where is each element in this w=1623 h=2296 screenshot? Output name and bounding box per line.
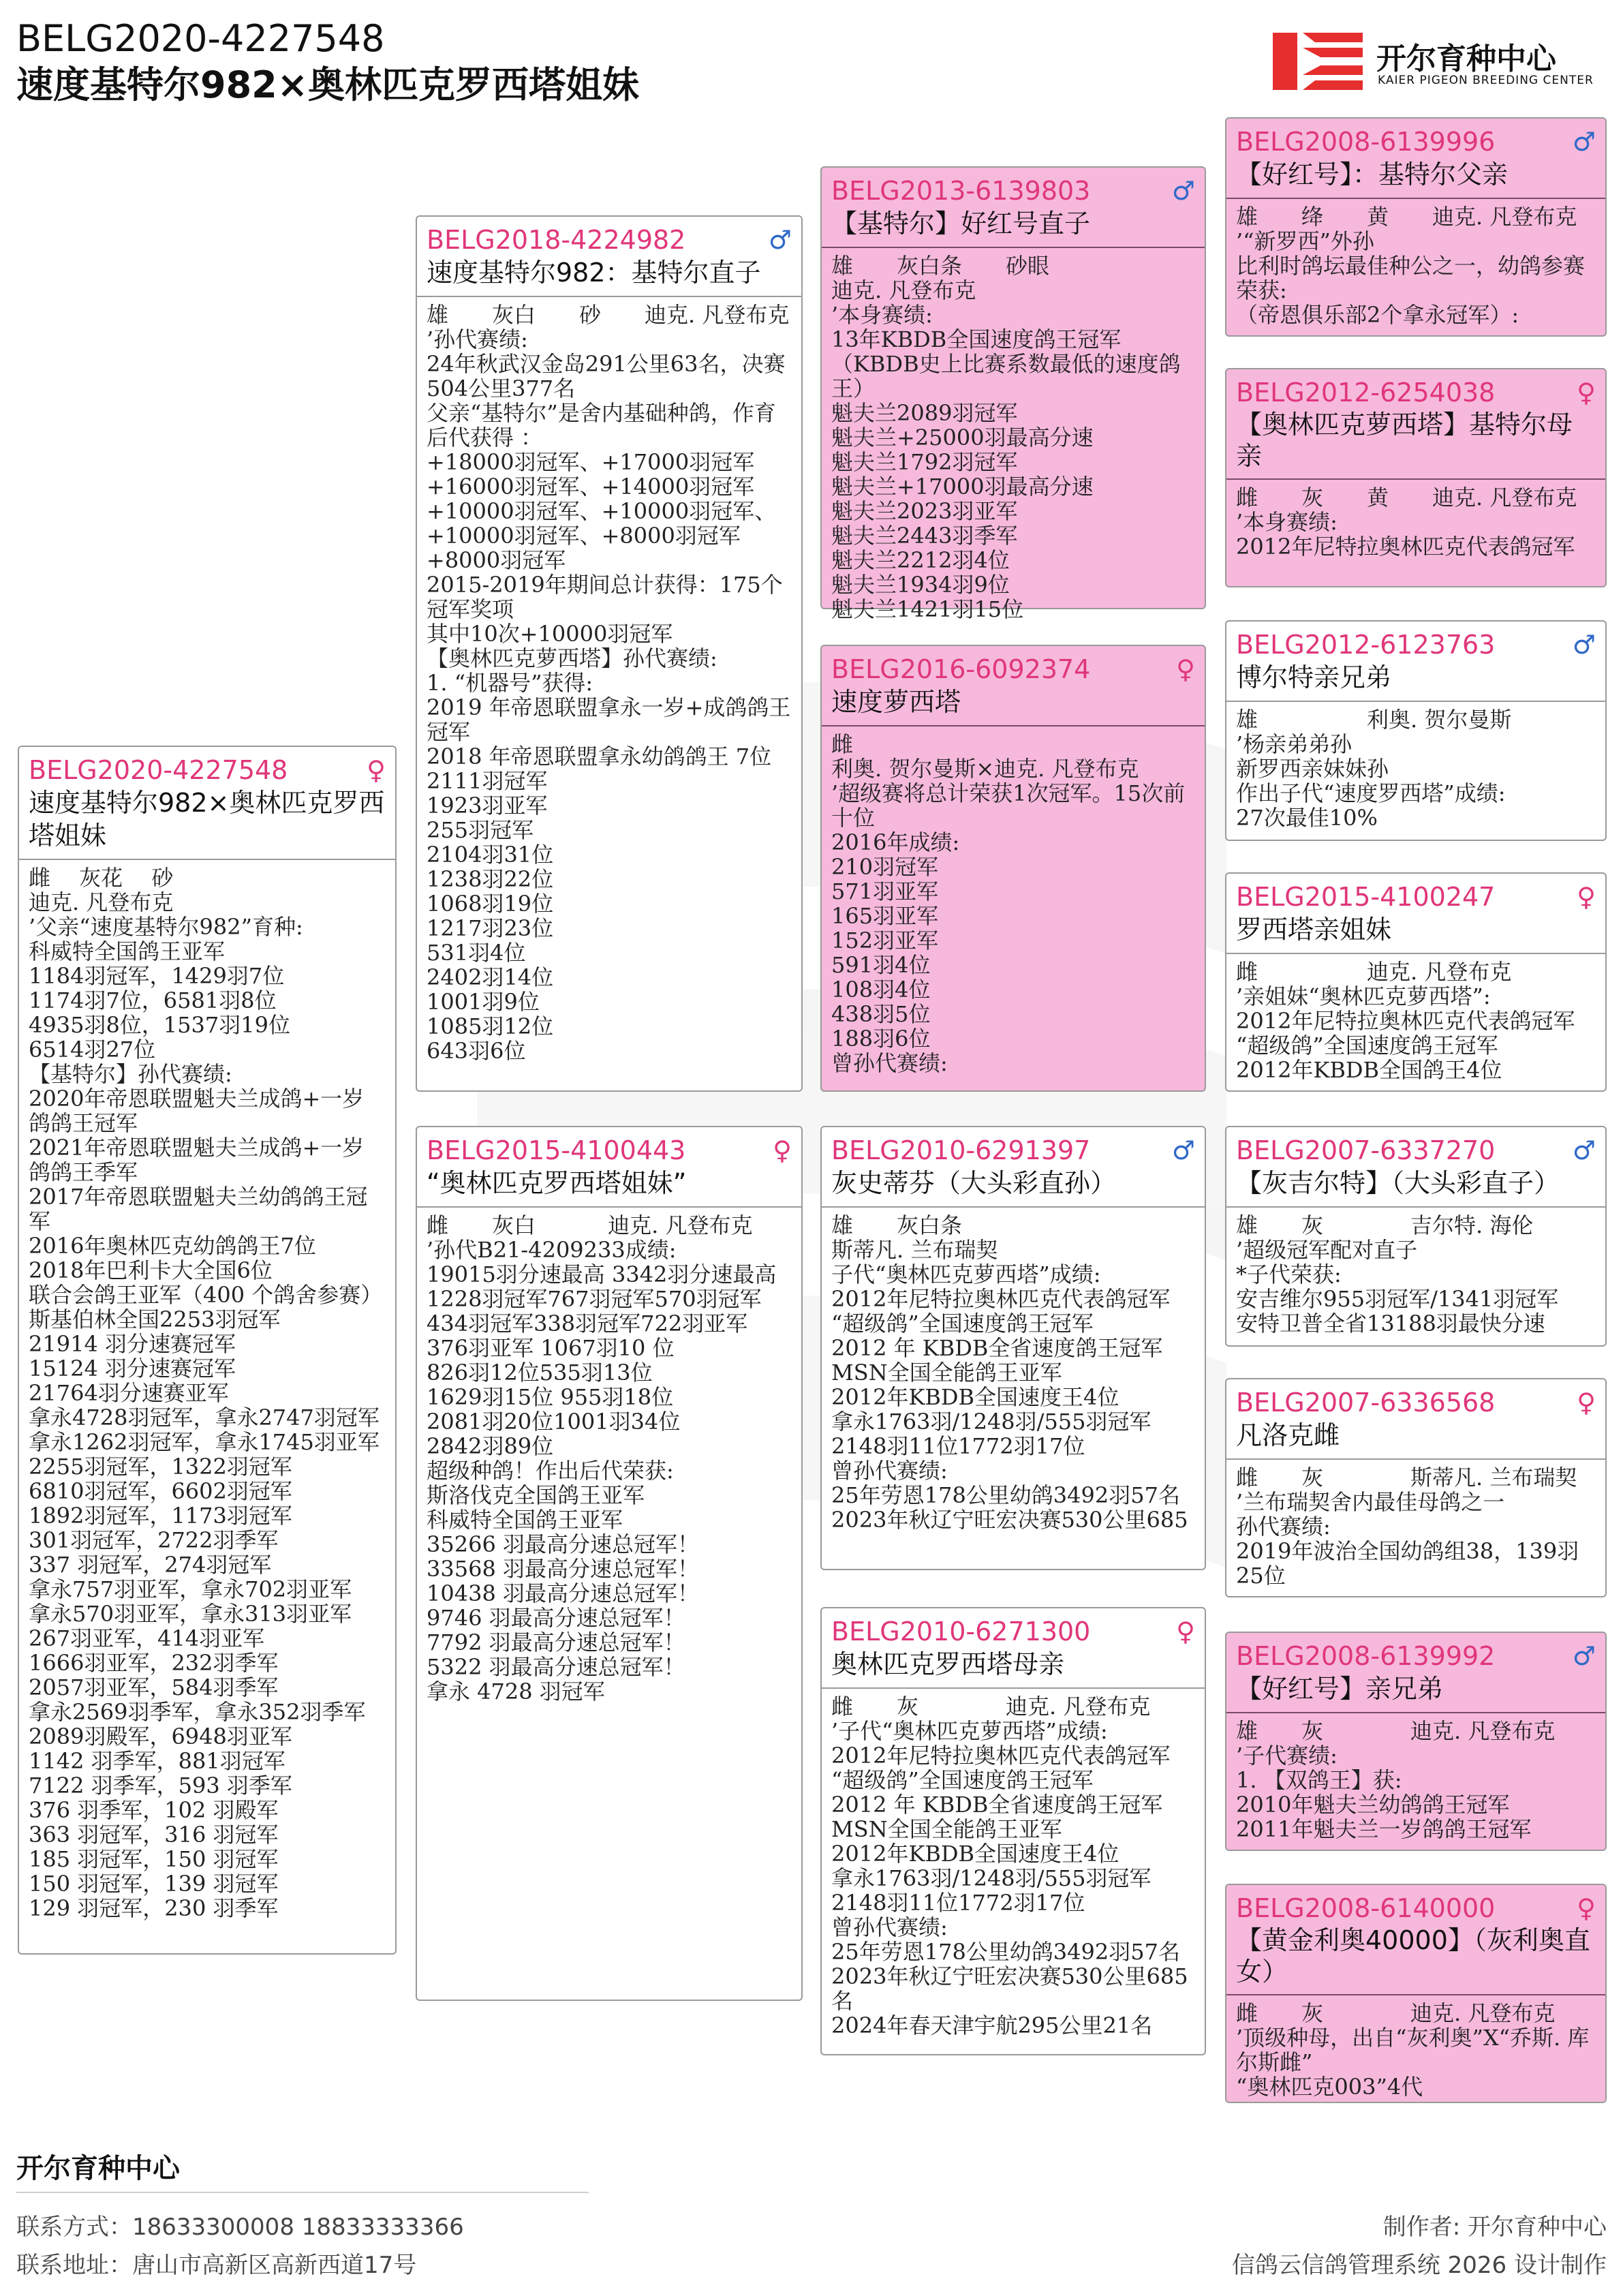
pigeon-details: 雌 迪克. 凡登布克 ’亲姐妹“奥林匹克萝西塔”: 2012年尼特拉奥林匹克代表鸽冠军 “超级鸽”全国速度鸽王冠军 2012年KBDB全国鸽王4位	[1226, 953, 1605, 1090]
footer-system: 信鸽云信鸽管理系统 2026 设计制作	[1231, 2252, 1607, 2279]
contact-phones: 18633300008 18833333366	[132, 2214, 464, 2241]
pigeon-details: 雌 利奥. 贺尔曼斯×迪克. 凡登布克 ’超级赛将总计荣获1次冠军。15次前十位 2016年成绩: 210羽冠军 571羽亚军 165羽亚军 152羽亚军 591羽4位 108羽4位 438羽5位 188羽6位 曾孙代赛绩:	[822, 725, 1205, 1092]
pigeon-details: 雌 灰白 迪克. 凡登布克 ’孙代B21-4209233成绩: 19015羽分速最高 3342羽分速最高 1228羽冠军767羽冠军570羽冠军 434羽冠军338羽冠军722羽亚军 376羽亚军 1067羽10 位 826羽12位535羽13位 1629羽15位 955羽18位 2081羽20位1001羽34位 2842羽89位 超级种鸽！作出后代荣获: 斯洛伐克全国鸽王亚军 科威特全国鸽王亚军 35266 羽最高分速总冠军！ 33568 羽最高分速总冠军！ 10438 羽最高分速总冠军！ 9746 羽最高分速总冠军！ 7792 羽最高分速总冠军！ 5322 羽最高分速总冠军！ 拿永 4728 羽冠军	[417, 1206, 801, 1995]
ring-number: BELG2020-4227548	[29, 755, 288, 785]
pigeon-details: 雌 灰 迪克. 凡登布克 ’子代“奥林匹克萝西塔”成绩: 2012年尼特拉奥林匹克代表鸽冠军 “超级鸽”全国速度鸽王冠军 2012 年 KBDB全省速度鸽王冠军 MSN全国全能鸽王亚军 2012年KBDB全国速度王4位 拿永1763羽/1248羽/555羽冠军 2148羽11位1772羽17位 曾孙代赛绩: 25年劳恩178公里幼鸽3492羽57名 2023年秋辽宁旺宏决赛530公里685名 2024年春天津宇航295公里21名	[822, 1687, 1205, 2055]
male-icon: ♂	[1171, 1135, 1195, 1165]
ring-number: BELG2012-6123763	[1236, 630, 1496, 660]
male-icon: ♂	[1572, 1641, 1596, 1671]
pigeon-details: 雌 灰 黄 迪克. 凡登布克 ’本身赛绩: 2012年尼特拉奥林匹克代表鸽冠军	[1226, 478, 1605, 586]
card-sds[interactable]	[1225, 620, 1607, 841]
female-icon: ♀	[1577, 882, 1596, 912]
pigeon-name: 博尔特亲兄弟	[1236, 662, 1392, 692]
card-ddd[interactable]	[1225, 1884, 1607, 2103]
pigeon-name: 罗西塔亲姐妹	[1236, 915, 1392, 945]
card-dam-dam[interactable]	[820, 1607, 1206, 2055]
card-dds[interactable]	[1225, 1632, 1607, 1851]
kaier-logo-icon	[1267, 27, 1370, 95]
female-icon: ♀	[1176, 1617, 1195, 1647]
contact-label: 联系方式：	[16, 2214, 132, 2241]
footer-divider	[16, 2192, 589, 2193]
pigeon-name: 【好红号】：基特尔父亲	[1236, 159, 1509, 189]
female-icon: ♀	[1577, 1893, 1596, 1923]
pigeon-name: 灰史蒂芬（大头彩直孙）	[831, 1168, 1117, 1198]
card-sss[interactable]	[1225, 117, 1607, 337]
ring-number: BELG2008-6140000	[1236, 1893, 1496, 1923]
card-dss[interactable]	[1225, 1126, 1607, 1347]
pigeon-name: 速度萝西塔	[831, 687, 961, 717]
pigeon-name: 凡洛克雌	[1236, 1420, 1340, 1450]
male-icon: ♂	[1572, 1135, 1596, 1165]
ring-number: BELG2012-6254038	[1236, 378, 1496, 408]
female-icon: ♀	[1176, 654, 1195, 684]
pigeon-details: 雄 绛 黄 迪克. 凡登布克 ’“新罗西”外孙 比利时鸽坛最佳种公之一，幼鸽参赛荣获: （帝恩俱乐部2个拿永冠军）:	[1226, 198, 1605, 339]
ring-number: BELG2018-4224982	[427, 225, 686, 255]
male-icon: ♂	[768, 225, 792, 255]
card-dam-sire[interactable]	[820, 1126, 1206, 1570]
pigeon-name: 【灰吉尔特】（大头彩直子）	[1236, 1168, 1560, 1198]
pigeon-details: 雌 灰 斯蒂凡. 兰布瑞契 ’兰布瑞契舍内最佳母鸽之一 孙代赛绩: 2019年波治全国幼鸽组38，139羽25位	[1226, 1458, 1605, 1596]
card-sdd[interactable]	[1225, 872, 1607, 1092]
female-icon: ♀	[1577, 378, 1596, 408]
male-icon: ♂	[1572, 630, 1596, 660]
pigeon-name: “奥林匹克罗西塔姐妹”	[427, 1168, 687, 1198]
male-icon: ♂	[1572, 127, 1596, 157]
pigeon-name: 速度基特尔982×奥林匹克罗西塔姐妹	[29, 788, 385, 851]
footer-maker: 制作者: 开尔育种中心	[1382, 2214, 1607, 2241]
pigeon-details: 雄 灰 迪克. 凡登布克 ’子代赛绩: 1. 【双鸽王】获: 2010年魁夫兰幼鸽鸽王冠军 2011年魁夫兰一岁鸽鸽王冠军	[1226, 1712, 1605, 1850]
ring-number: BELG2007-6337270	[1236, 1135, 1496, 1165]
ring-number: BELG2013-6139803	[831, 176, 1091, 206]
pigeon-name: 【奥林匹克萝西塔】基特尔母亲	[1236, 410, 1573, 471]
address-text: 唐山市高新区高新西道17号	[132, 2252, 417, 2279]
card-sire[interactable]	[416, 215, 803, 1092]
ring-number: BELG2015-4100247	[1236, 882, 1496, 912]
male-icon: ♂	[1171, 176, 1195, 206]
address-label: 联系地址：	[16, 2252, 132, 2279]
card-ssd[interactable]	[1225, 368, 1607, 587]
pigeon-name: 速度基特尔982：基特尔直子	[427, 258, 761, 288]
brand-logo	[1267, 27, 1608, 95]
card-subject[interactable]	[18, 746, 397, 1955]
card-sire-dam[interactable]	[820, 645, 1206, 1092]
ring-number: BELG2010-6291397	[831, 1135, 1091, 1165]
pigeon-details: 雌 灰 迪克. 凡登布克 ’顶级种母，出自“灰利奥”X“乔斯. 库尔斯雌” “奥林匹克003”4代	[1226, 1994, 1605, 2102]
ring-number: BELG2010-6271300	[831, 1617, 1091, 1647]
pigeon-name: 【黄金利奥40000】（灰利奥直女）	[1236, 1925, 1590, 1987]
pigeon-details: 雄 灰 吉尔特. 海伦 ’超级冠军配对直子 *子代荣获: 安吉维尔955羽冠军/1341羽冠军 安特卫普全省13188羽最快分速	[1226, 1206, 1605, 1345]
ring-number: BELG2008-6139996	[1236, 127, 1496, 157]
pigeon-name: 【好红号】亲兄弟	[1236, 1674, 1444, 1704]
pigeon-name: 奥林匹克罗西塔母亲	[831, 1649, 1065, 1679]
footer-address	[16, 2246, 416, 2280]
footer-company-name: 开尔育种中心	[16, 2153, 180, 2184]
pedigree-ring-number: BELG2020-4227548	[16, 17, 385, 60]
ring-number: BELG2008-6139992	[1236, 1641, 1496, 1671]
pigeon-details: 雄 灰白条 斯蒂凡. 兰布瑞契 子代“奥林匹克萝西塔”成绩: 2012年尼特拉奥林匹克代表鸽冠军 “超级鸽”全国速度鸽王冠军 2012 年 KBDB全省速度鸽王冠军 MSN全国全能鸽王亚军 2012年KBDB全国速度王4位 拿永1763羽/1248羽/555羽冠军 2148羽11位1772羽17位 曾孙代赛绩: 25年劳恩178公里幼鸽3492羽57名 2023年秋辽宁旺宏决赛530公里685	[822, 1206, 1205, 1567]
brand-name-en: KAIER PIGEON BREEDING CENTER	[1378, 74, 1594, 87]
female-icon: ♀	[367, 755, 386, 785]
pigeon-details: 雄 灰白条 砂眼 迪克. 凡登布克 ’本身赛绩: 13年KBDB全国速度鸽王冠军（KBDB史上比赛系数最低的速度鸽王） 魁夫兰2089羽冠军 魁夫兰+25000羽最高分速 魁夫兰1792羽冠军 魁夫兰+17000羽最高分速 魁夫兰2023羽亚军 魁夫兰2443羽季军 魁夫兰2212羽4位 魁夫兰1934羽9位 魁夫兰1421羽15位	[822, 247, 1205, 607]
ring-number: BELG2007-6336568	[1236, 1388, 1496, 1418]
ring-number: BELG2016-6092374	[831, 654, 1091, 684]
ring-number: BELG2015-4100443	[427, 1135, 686, 1165]
female-icon: ♀	[1577, 1388, 1596, 1418]
pedigree-title: 速度基特尔982×奥林匹克罗西塔姐妹	[16, 63, 639, 106]
pigeon-details: 雄 灰白 砂 迪克. 凡登布克 ’孙代赛绩: 24年秋武汉金岛291公里63名，决赛504公里377名 父亲“基特尔”是舍内基础种鸽，作育后代获得 ： +18000羽冠军、+17000羽冠军 +16000羽冠军、+14000羽冠军 +10000羽冠军、+10000羽冠军、 +10000羽冠军、+8000羽冠军 +8000羽冠军 2015-2019年期间总计获得：175个冠军奖项 其中10次+10000羽冠军 【奥林匹克萝西塔】孙代赛绩: 1. “机器号”获得: 2019 年帝恩联盟拿永一岁+成鸽鸽王冠军 2018 年帝恩联盟拿永幼鸽鸽王 7位 2111羽冠军 1923羽亚军 255羽冠军 2104羽31位 1238羽22位 1068羽19位 1217羽23位 531羽4位 2402羽14位 1001羽9位 1085羽12位 643羽6位	[417, 296, 801, 1085]
pigeon-name: 【基特尔】好红号直子	[831, 209, 1091, 239]
brand-name-cn: 开尔育种中心	[1376, 42, 1556, 76]
card-dam[interactable]	[416, 1126, 803, 2001]
female-icon: ♀	[773, 1135, 792, 1165]
card-dsd[interactable]	[1225, 1378, 1607, 1597]
pigeon-details: 雄 利奥. 贺尔曼斯 ’杨亲弟弟孙 新罗西亲妹妹孙 作出子代“速度罗西塔”成绩: 27次最佳10%	[1226, 701, 1605, 840]
pigeon-details: 雌 灰花 砂 迪克. 凡登布克 ’父亲“速度基特尔982”育种: 科威特全国鸽王亚军 1184羽冠军，1429羽7位 1174羽7位，6581羽8位 4935羽8位，1537羽19位 6514羽27位 【基特尔】孙代赛绩: 2020年帝恩联盟魁夫兰成鸽+一岁鸽鸽王冠军 2021年帝恩联盟魁夫兰成鸽+一岁鸽鸽王季军 2017年帝恩联盟魁夫兰幼鸽鸽王冠军 2016年奥林匹克幼鸽鸽王7位 2018年巴利卡大全国6位 联合会鸽王亚军（400 个鸽舍参赛） 斯基伯林全国2253羽冠军 21914 羽分速赛冠军 15124 羽分速赛冠军 21764羽分速赛亚军 拿永4728羽冠军，拿永2747羽冠军 拿永1262羽冠军，拿永1745羽亚军 2255羽冠军，1322羽冠军 6810羽冠军，6602羽冠军 1892羽冠军，1173羽冠军 301羽冠军，2722羽季军 337 羽冠军，274羽冠军 拿永757羽亚军，拿永702羽亚军 拿永570羽亚军，拿永313羽亚军 267羽亚军，414羽亚军 1666羽亚军，232羽季军 2057羽亚军，584羽季军 拿永2569羽季军，拿永352羽季军 2089羽殿军，6948羽亚军 1142 羽季军，881羽冠军 7122 羽季军，593 羽季军 376 羽季军，102 羽殿军 363 羽冠军，316 羽冠军 185 羽冠军，150 羽冠军 150 羽冠军，139 羽冠军 129 羽冠军，230 羽季军	[19, 859, 395, 1941]
footer-contact	[16, 2208, 464, 2241]
card-sire-sire[interactable]	[820, 166, 1206, 622]
